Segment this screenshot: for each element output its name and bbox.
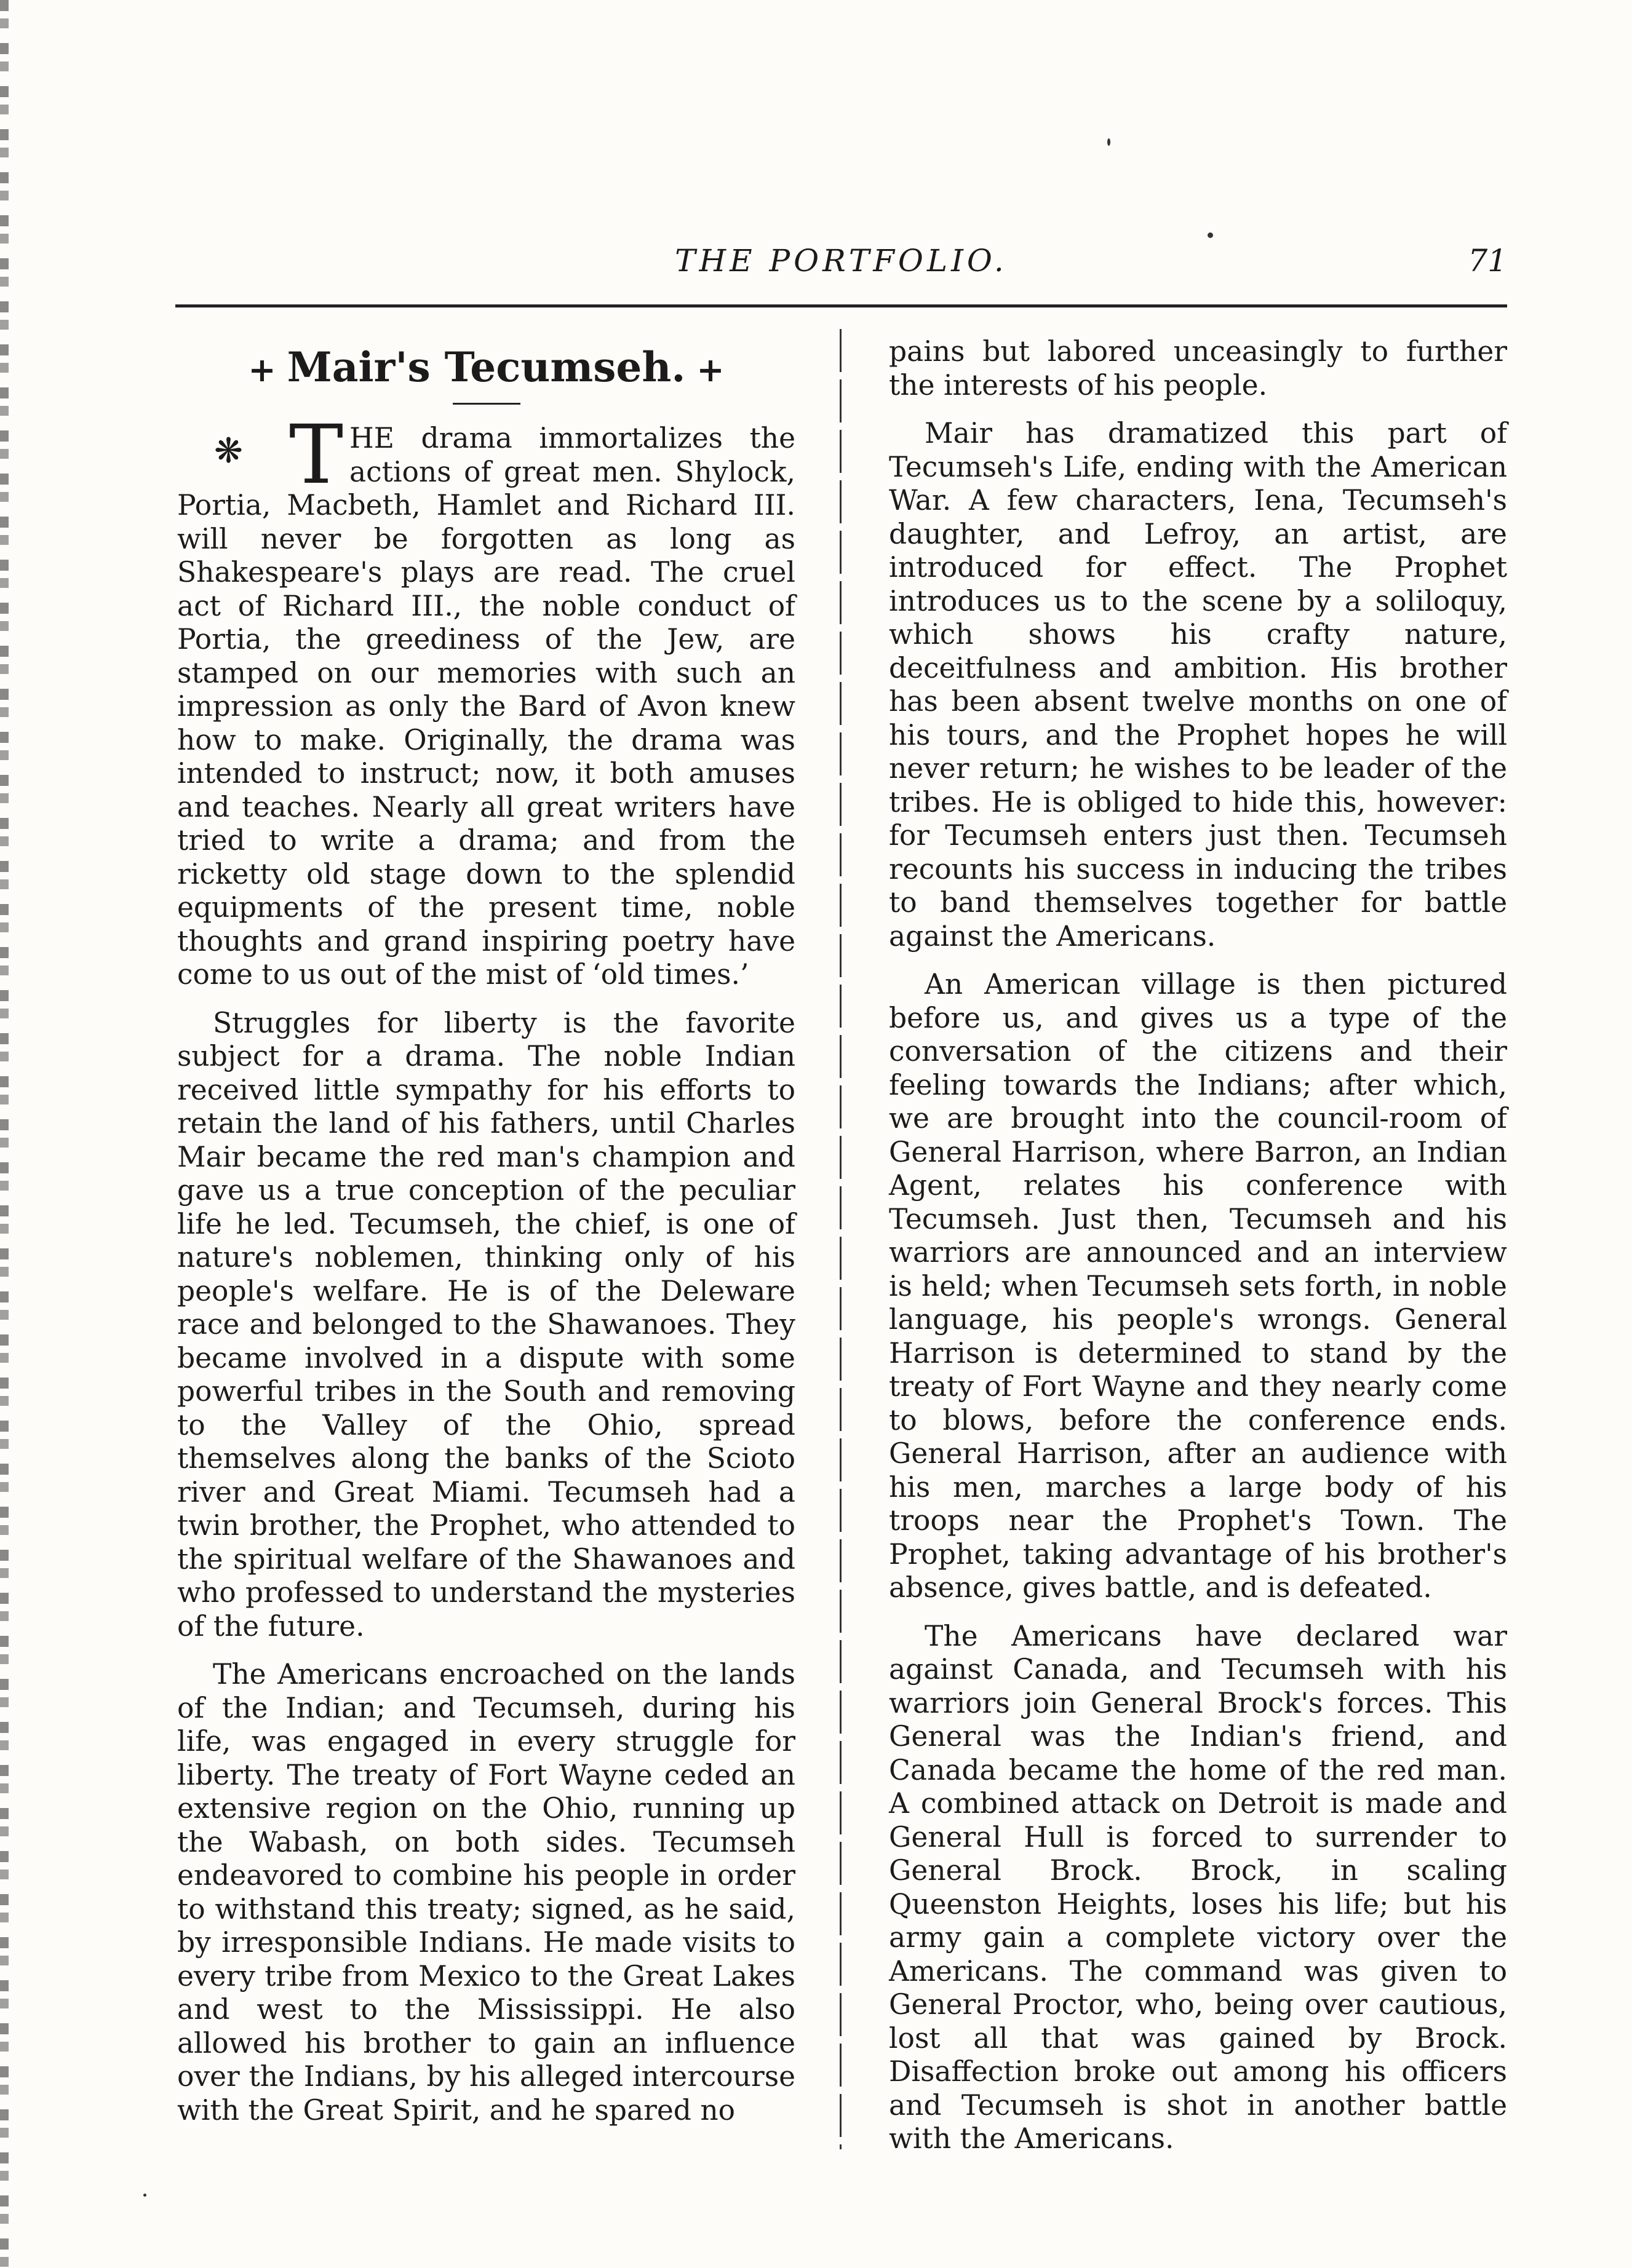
left-column [177, 335, 795, 2142]
page-header [175, 243, 1507, 298]
body-paragraph: pains but labored unceasingly to further the interests of his people. [889, 335, 1507, 402]
body-paragraph: Struggles for liberty is the favorite subject for a drama. The noble Indian received little sympathy for his efforts to retain the land of his fathers, until Charles Mair became the red man's champion and gave us a true conception of the peculiar life he led. Tecumseh, the chief, is one of nature's noblemen, thinking only of his people's welfare. He is of the Deleware race and belonged to the Shawanoes. They became involved in a dispute with some powerful tribes in the South and removing to the Valley of the Ohio, spread themselves along the banks of the Scioto river and Great Miami. Tecumseh had a twin brother, the Prophet, who attended to the spiritual welfare of the Shawanoes and who professed to understand the mysteries of the future. [177, 1006, 795, 1643]
right-column [889, 335, 1507, 2171]
body-paragraph: An American village is then pictured before us, and gives us a type of the conversation of the citizens and their feeling towards the Indians; after which, we are brought into the council-room of General Harrison, where Barron, an Indian Agent, relates his conference with Tecumseh. Just then, Tecumseh and his warriors are announced and an interview is held; when Tecumseh sets forth, in noble language, his people's wrongs. General Harrison is determined to stand by the treaty of Fort Wayne and they nearly come to blows, before the conference ends. General Harrison, after an audience with his men, marches a large body of his troops near the Prophet's Town. The Prophet, taking advantage of his brother's absence, gives battle, and is defeated. [889, 968, 1507, 1604]
scan-speck [1107, 138, 1110, 146]
article-title-text: Mair's Tecumseh. [287, 343, 686, 391]
lead-paragraph [177, 408, 795, 992]
lead-paragraph-text: HE drama immortalizes the actions of great men. Shylock, Portia, Macbeth, Hamlet and Richard III. will never be forgotten as long as Shakespeare's plays are read. The cruel act of Richard III., the noble conduct of Portia, the greediness of the Jew, are stamped on our memories with such an impression as only the Bard of Avon knew how to make. Originally, the drama was intended to instruct; now, it both amuses and teaches. Nearly all great writers have tried to write a drama; and from the ricketty old stage down to the splendid equipments of the present time, noble thoughts and grand inspiring poetry have come to us out of the mist of ‘old times.’ [177, 422, 795, 991]
running-title: THE PORTFOLIO. [675, 243, 1008, 279]
flower-ornament-icon: ❋ [214, 431, 243, 471]
title-rule [453, 403, 520, 405]
drop-cap: T [289, 408, 344, 502]
title-ornament-left: + [248, 350, 276, 389]
column-divider [840, 329, 842, 2149]
article-title [177, 343, 795, 394]
header-rule [175, 304, 1507, 307]
binding-edge [0, 0, 9, 2268]
scan-speck [143, 2194, 146, 2197]
page-number: 71 [1468, 243, 1507, 279]
body-paragraph: The Americans encroached on the lands of the Indian; and Tecumseh, during his life, was engaged in every struggle for liberty. The treaty of Fort Wayne ceded an extensive region on the Ohio, running up the Wabash, on both sides. Tecumseh endeavored to combine his people in order to withstand this treaty; signed, as he said, by irresponsible Indians. He made visits to every tribe from Mexico to the Great Lakes and west to the Mississippi. He also allowed his brother to gain an influence over the Indians, by his alleged intercourse with the Great Spirit, and he spared no [177, 1658, 795, 2127]
body-paragraph: Mair has dramatized this part of Tecumseh's Life, ending with the American War. A few characters, Iena, Tecumseh's daughter, and Lefroy, an artist, are introduced for effect. The Prophet introduces us to the scene by a soliloquy, which shows his crafty nature, deceitfulness and ambition. His brother has been absent twelve months on one of his tours, and the Prophet hopes he will never return; he wishes to be leader of the tribes. He is obliged to hide this, however: for Tecumseh enters just then. Tecumseh recounts his success in inducing the tribes to band themselves together for battle against the Americans. [889, 417, 1507, 953]
body-paragraph: The Americans have declared war against Canada, and Tecumseh with his warriors join General Brock's forces. This General was the Indian's friend, and Canada became the home of the red man. A combined attack on Detroit is made and General Hull is forced to surrender to General Brock. Brock, in scaling Queenston Heights, loses his life; but his army gain a complete victory over the Americans. The command was given to General Proctor, who, being over cautious, lost all that was gained by Brock. Disaffection broke out among his officers and Tecumseh is shot in another battle with the Americans. [889, 1619, 1507, 2155]
lead-paragraph-block [177, 408, 795, 992]
title-ornament-right: + [696, 350, 725, 389]
scan-speck [1208, 232, 1213, 238]
